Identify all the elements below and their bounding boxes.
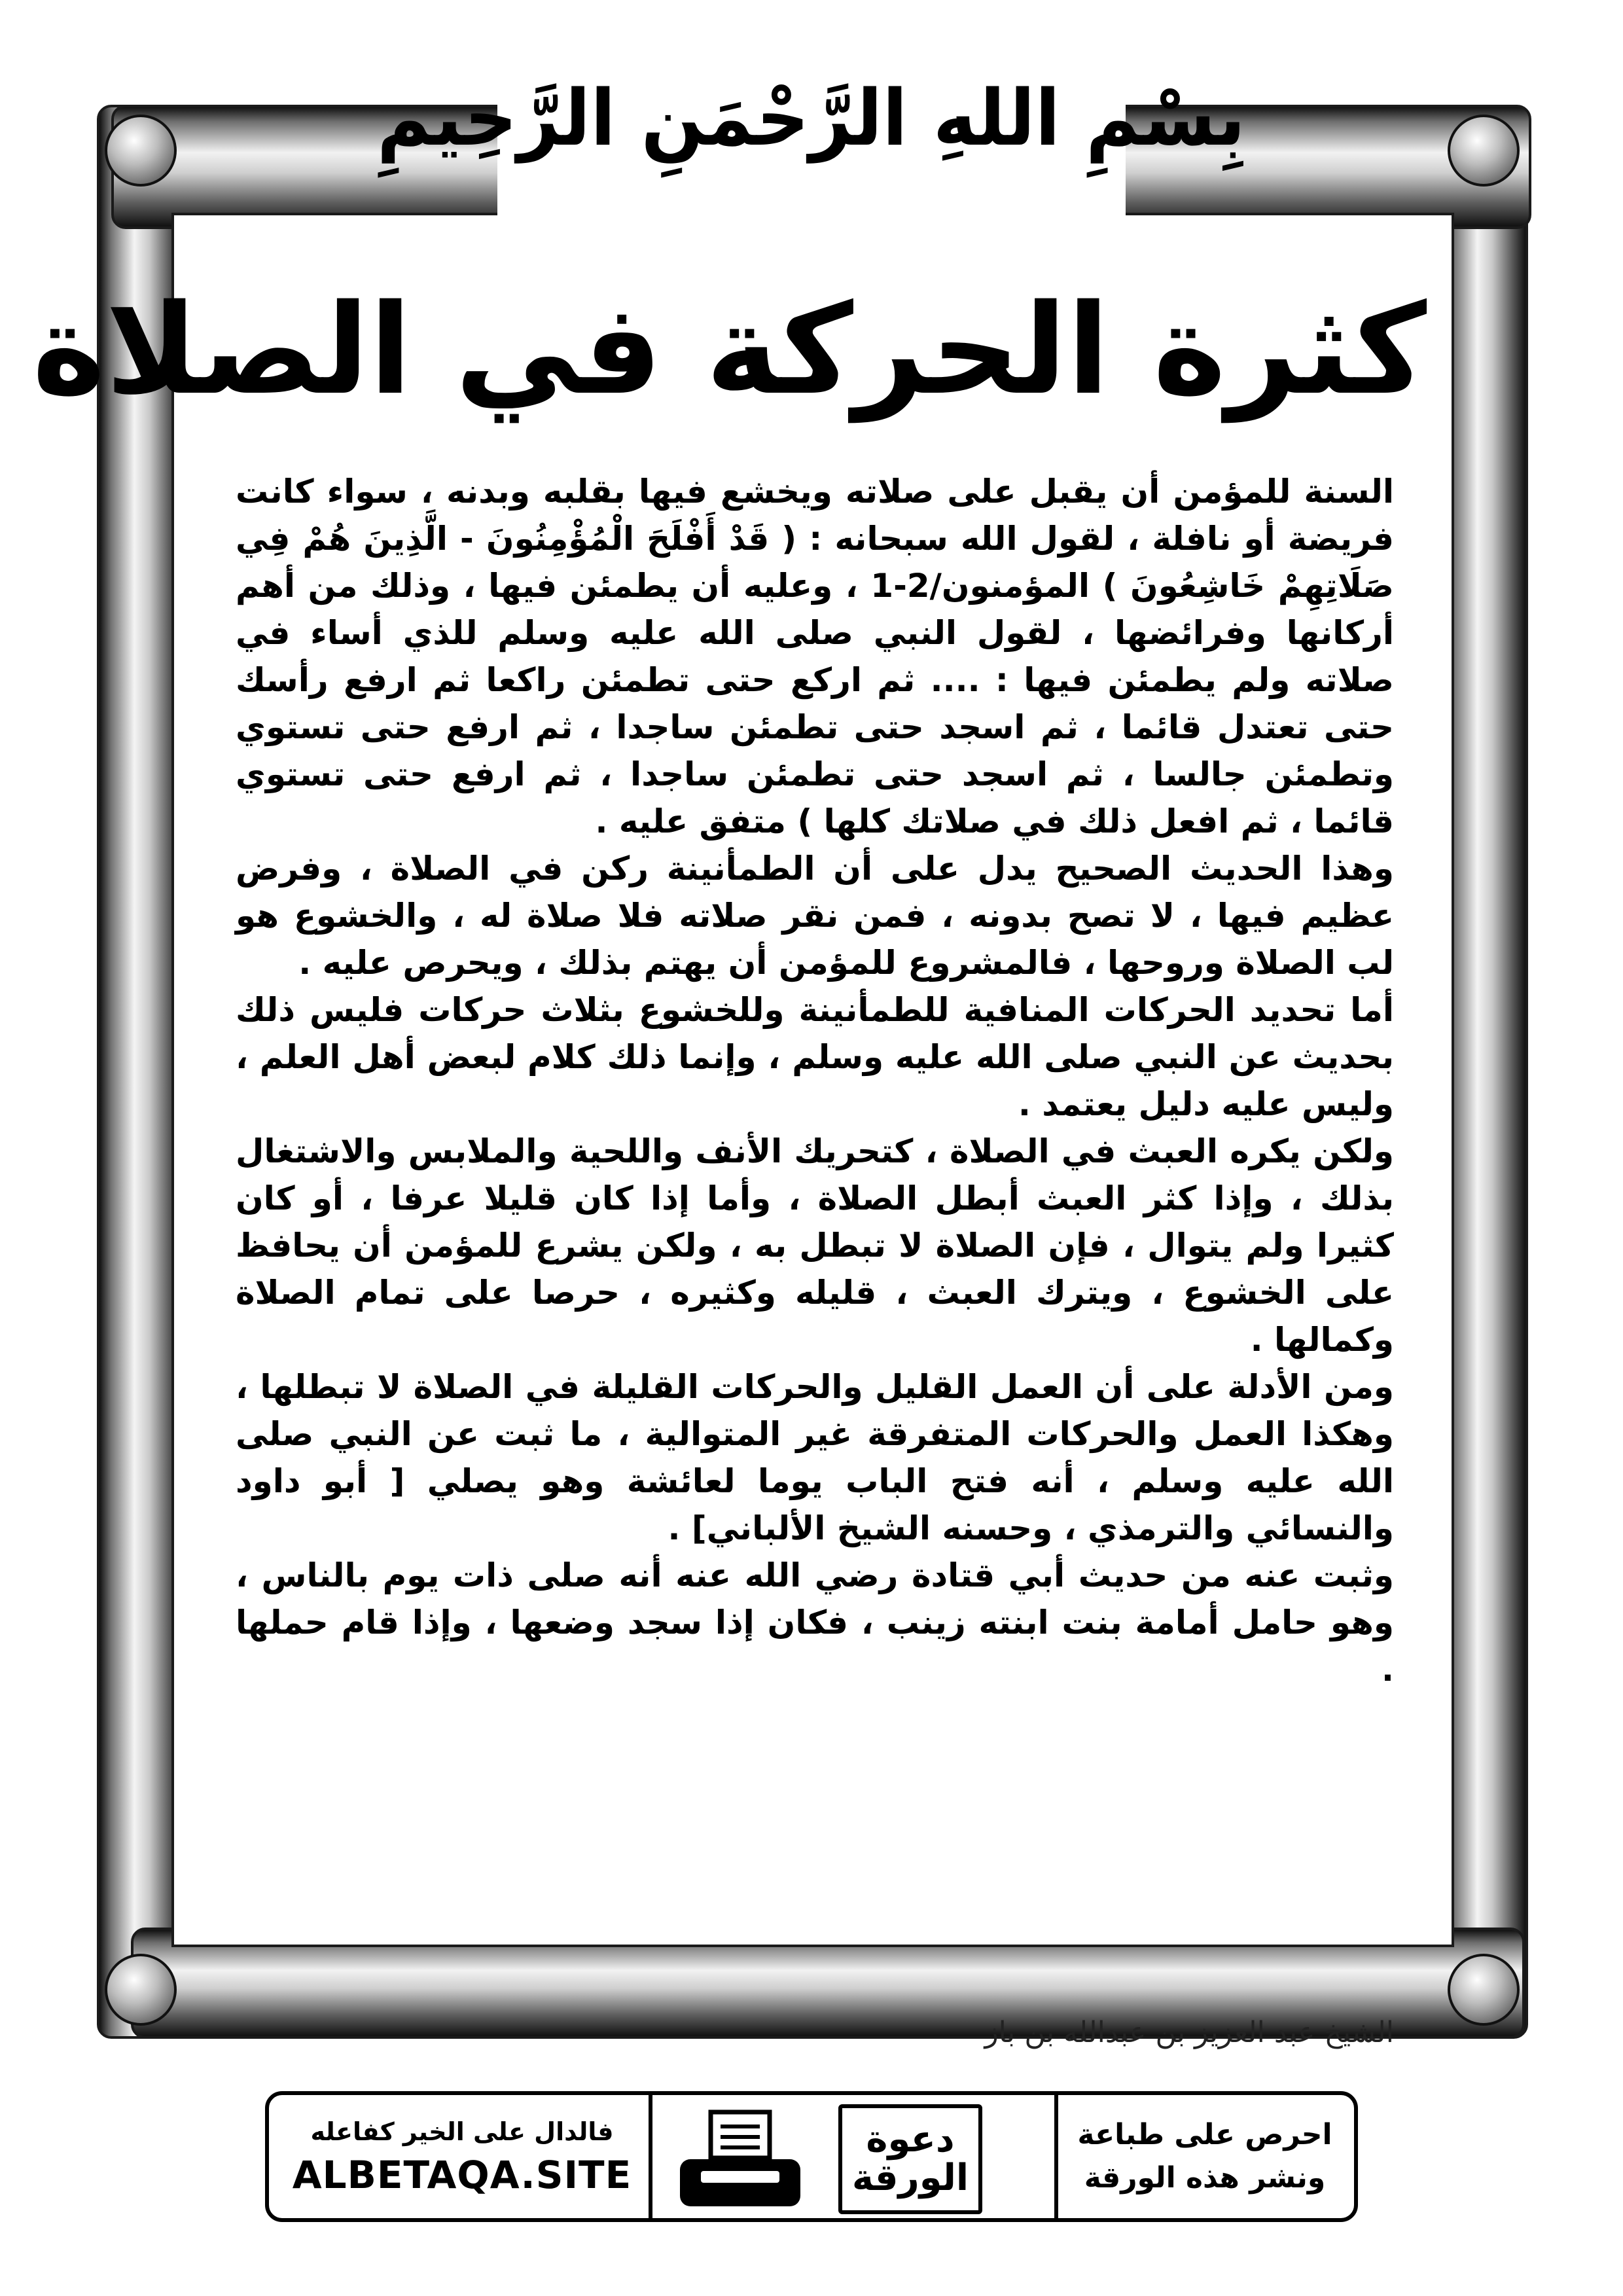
footer-note-line-2: ونشر هذه الورقة	[1084, 2161, 1326, 2195]
logo-line-1: دعوة	[866, 2118, 955, 2161]
dawa-logo	[838, 2104, 982, 2214]
logo-line-2: الورقة	[851, 2157, 969, 2199]
paragraph: أما تحديد الحركات المنافية للطمأنينة وللخشوع بثلاث حركات فليس ذلك بحديث عن النبي صلى الله عليه وسلم ، وإنما ذلك كلام لبعض أهل العلم ، وليس عليه دليل يعتمد .	[236, 991, 1394, 1123]
frame-knob-bottom-left	[105, 1954, 177, 2026]
frame-knob-top-left	[105, 115, 177, 187]
paragraph: وثبت عنه من حديث أبي قتادة رضي الله عنه أنه صلى ذات يوم بالناس ، وهو حامل أمامة بنت ابنته زينب ، فكان إذا سجد وضعها ، وإذا قام حملها .	[236, 1556, 1394, 1689]
footer-slogan: فالدال على الخير كفاعله	[310, 2117, 614, 2146]
footer-bar	[265, 2091, 1358, 2222]
footer-site-block	[289, 2113, 635, 2200]
frame-knob-bottom-right	[1448, 1954, 1520, 2026]
basmala-text: بِسْمِ اللهِ الرَّحْمَنِ الرَّحِيمِ	[377, 73, 1246, 163]
article-body	[236, 468, 1394, 1693]
paragraph: ومن الأدلة على أن العمل القليل والحركات القليلة في الصلاة لا تبطلها ، وهكذا العمل والحركات المتفرقة غير المتوالية ، ما ثبت عن النبي صلى الله عليه وسلم ، أنه فتح الباب يوما لعائشة وهو يصلي [ أبو داود والنسائي والترمذي ، وحسنه الشيخ الألباني] .	[236, 1368, 1394, 1547]
footer-print-note	[1074, 2113, 1336, 2200]
footer-divider	[649, 2095, 652, 2218]
footer-divider	[1054, 2095, 1058, 2218]
paragraph: السنة للمؤمن أن يقبل على صلاته ويخشع فيها بقلبه وبدنه ، سواء كانت فريضة أو نافلة ، لقول الله سبحانه : ( قَدْ أَفْلَحَ الْمُؤْمِنُونَ - الَّذِينَ هُمْ فِي صَلَاتِهِمْ خَاشِعُونَ ) المؤمنون/2-1 ، وعليه أن يطمئن فيها ، وذلك من أهم أركانها وفرائضها ، لقول النبي صلى الله عليه وسلم للذي أساء في صلاته ولم يطمئن فيها : .... ثم اركع حتى تطمئن راكعا ثم ارفع رأسك حتى تعتدل قائما ، ثم اسجد حتى تطمئن ساجدا ، ثم ارفع حتى تستوي وتطمئن جالسا ، ثم اسجد حتى تطمئن ساجدا ، ثم ارفع حتى تستوي قائما ، ثم افعل ذلك في صلاتك كلها ) متفق عليه .	[236, 473, 1394, 840]
footer-site-link[interactable]: ALBETAQA.SITE	[292, 2153, 632, 2197]
footer-note-line-1: احرص على طباعة	[1077, 2118, 1332, 2151]
paragraph: ولكن يكره العبث في الصلاة ، كتحريك الأنف واللحية والملابس والاشتغال بذلك ، وإذا كثر العبث أبطل الصلاة ، وأما إذا كان قليلا عرفا ، أو كان كثيرا ولم يتوال ، فإن الصلاة لا تبطل به ، ولكن يشرع للمؤمن أن يحافظ على الخشوع ، ويترك العبث ، قليله وكثيره ، حرصا على تمام الصلاة وكمالها .	[236, 1132, 1394, 1359]
frame-knob-top-right	[1448, 115, 1520, 187]
paragraph: وهذا الحديث الصحيح يدل على أن الطمأنينة ركن في الصلاة ، وفرض عظيم فيها ، لا تصح بدونه ، فمن نقر صلاته فلا صلاة له ، والخشوع هو لب الصلاة وروحها ، فالمشروع للمؤمن أن يهتم بذلك ، ويحرص عليه .	[236, 850, 1394, 982]
page-title: كثرة الحركة في الصلاة	[32, 278, 1427, 422]
author-attribution: الشيخ عبد العزيز بن عبدالله بن باز	[984, 2016, 1394, 2049]
printer-icon	[675, 2108, 806, 2213]
basmala-calligraphy	[377, 20, 1246, 216]
